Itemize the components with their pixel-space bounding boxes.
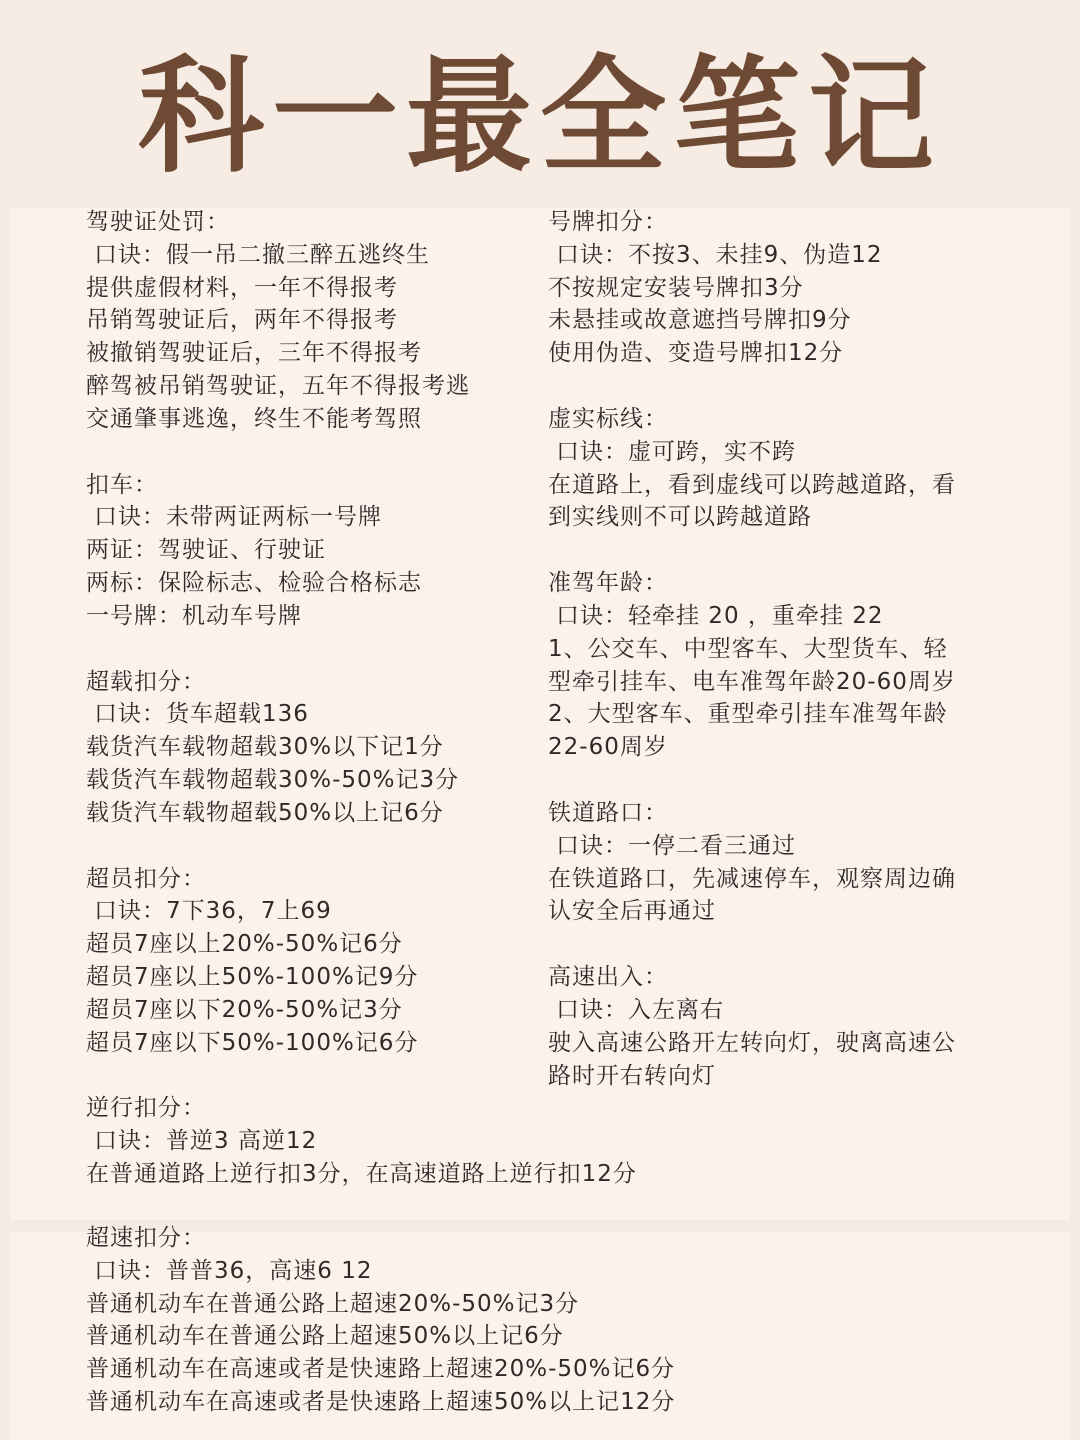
note-line: 交通肇事逃逸，终生不能考驾照 — [86, 405, 422, 432]
section-heading: 逆行扣分： — [86, 1095, 206, 1122]
note-line: 认安全后再通过 — [548, 898, 716, 925]
section-license-penalty — [86, 206, 526, 436]
section-heading: 超载扣分： — [86, 668, 206, 695]
section-railway-crossing — [548, 797, 998, 928]
note-line: 超员7座以上50%-100%记9分 — [86, 963, 419, 990]
note-line: 在道路上，看到虚线可以跨越道路，看 — [548, 471, 956, 498]
mnemonic: 口诀：不按3、未挂9、伪造12 — [556, 241, 883, 268]
mnemonic: 口诀：轻牵挂 20 ，重牵挂 22 — [556, 602, 884, 629]
section-overload — [86, 666, 526, 830]
section-heading: 超速扣分： — [86, 1225, 206, 1251]
mnemonic: 口诀：普普36，高速6 12 — [94, 1257, 373, 1284]
section-overcapacity — [86, 863, 526, 1060]
note-line: 被撤销驾驶证后，三年不得报考 — [86, 340, 422, 367]
note-line: 吊销驾驶证后，两年不得报考 — [86, 307, 398, 334]
note-line: 到实线则不可以跨越道路 — [548, 504, 812, 531]
note-line: 提供虚假材料，一年不得报考 — [86, 274, 398, 301]
note-line: 22-60周岁 — [548, 734, 668, 761]
note-line: 醉驾被吊销驾驶证，五年不得报考逃 — [86, 372, 470, 399]
mnemonic: 口诀：虚可跨，实不跨 — [556, 438, 796, 465]
note-line: 普通机动车在普通公路上超速50%以上记6分 — [86, 1323, 564, 1350]
section-lane-lines — [548, 403, 998, 534]
section-highway-entry-exit — [548, 961, 998, 1092]
note-line: 载货汽车载物超载30%-50%记3分 — [86, 766, 460, 793]
note-line: 超员7座以下50%-100%记6分 — [86, 1029, 419, 1056]
section-heading: 高速出入： — [548, 964, 668, 991]
section-plate-points — [548, 206, 998, 370]
note-line: 超员7座以上20%-50%记6分 — [86, 931, 403, 958]
note-line: 不按规定安装号牌扣3分 — [548, 274, 804, 301]
note-line: 在铁道路口，先减速停车，观察周边确 — [548, 865, 956, 892]
section-heading: 扣车： — [86, 471, 158, 498]
note-line: 普通机动车在高速或者是快速路上超速50%以上记12分 — [86, 1388, 676, 1415]
page-title: 科一最全笔记 — [138, 43, 942, 190]
note-line: 驶入高速公路开左转向灯，驶离高速公 — [548, 1029, 956, 1056]
note-line: 路时开右转向灯 — [548, 1062, 716, 1089]
section-heading: 超员扣分： — [86, 865, 206, 892]
note-line: 普通机动车在高速或者是快速路上超速20%-50%记6分 — [86, 1356, 676, 1383]
section-driving-age — [548, 567, 998, 764]
section-vehicle-detain — [86, 469, 526, 633]
section-heading: 号牌扣分： — [548, 209, 668, 235]
note-line: 载货汽车载物超载30%以下记1分 — [86, 734, 444, 761]
section-speeding — [86, 1222, 986, 1419]
note-line: 2、大型客车、重型牵引挂车准驾年龄 — [548, 701, 948, 728]
note-line: 普通机动车在普通公路上超速20%-50%记3分 — [86, 1290, 580, 1317]
section-wrong-way — [86, 1092, 637, 1190]
note-line: 一号牌：机动车号牌 — [86, 602, 302, 629]
mnemonic: 口诀：入左离右 — [556, 996, 724, 1023]
note-line: 使用伪造、变造号牌扣12分 — [548, 340, 844, 367]
mnemonic: 口诀：一停二看三通过 — [556, 832, 796, 859]
section-heading: 驾驶证处罚： — [86, 209, 230, 235]
note-line: 未悬挂或故意遮挡号牌扣9分 — [548, 307, 852, 334]
section-heading: 铁道路口： — [548, 799, 668, 826]
mnemonic: 口诀：未带两证两标一号牌 — [94, 504, 382, 531]
note-line: 两证：驾驶证、行驶证 — [86, 537, 326, 564]
mnemonic: 口诀：假一吊二撤三醉五逃终生 — [94, 241, 430, 268]
section-heading: 虚实标线： — [548, 405, 668, 432]
note-line: 两标：保险标志、检验合格标志 — [86, 569, 422, 596]
right-column — [548, 206, 998, 1125]
note-line: 1、公交车、中型客车、大型货车、轻 — [548, 635, 948, 662]
section-heading: 准驾年龄： — [548, 570, 668, 597]
mnemonic: 口诀：普逆3 高逆12 — [94, 1128, 318, 1155]
note-line: 型牵引挂车、电车准驾年龄20-60周岁 — [548, 668, 956, 695]
mnemonic: 口诀：7下36，7上69 — [94, 898, 332, 925]
note-line: 载货汽车载物超载50%以上记6分 — [86, 799, 444, 826]
note-line: 在普通道路上逆行扣3分，在高速道路上逆行扣12分 — [86, 1160, 637, 1187]
note-line: 超员7座以下20%-50%记3分 — [86, 996, 403, 1023]
mnemonic: 口诀：货车超载136 — [94, 701, 309, 728]
